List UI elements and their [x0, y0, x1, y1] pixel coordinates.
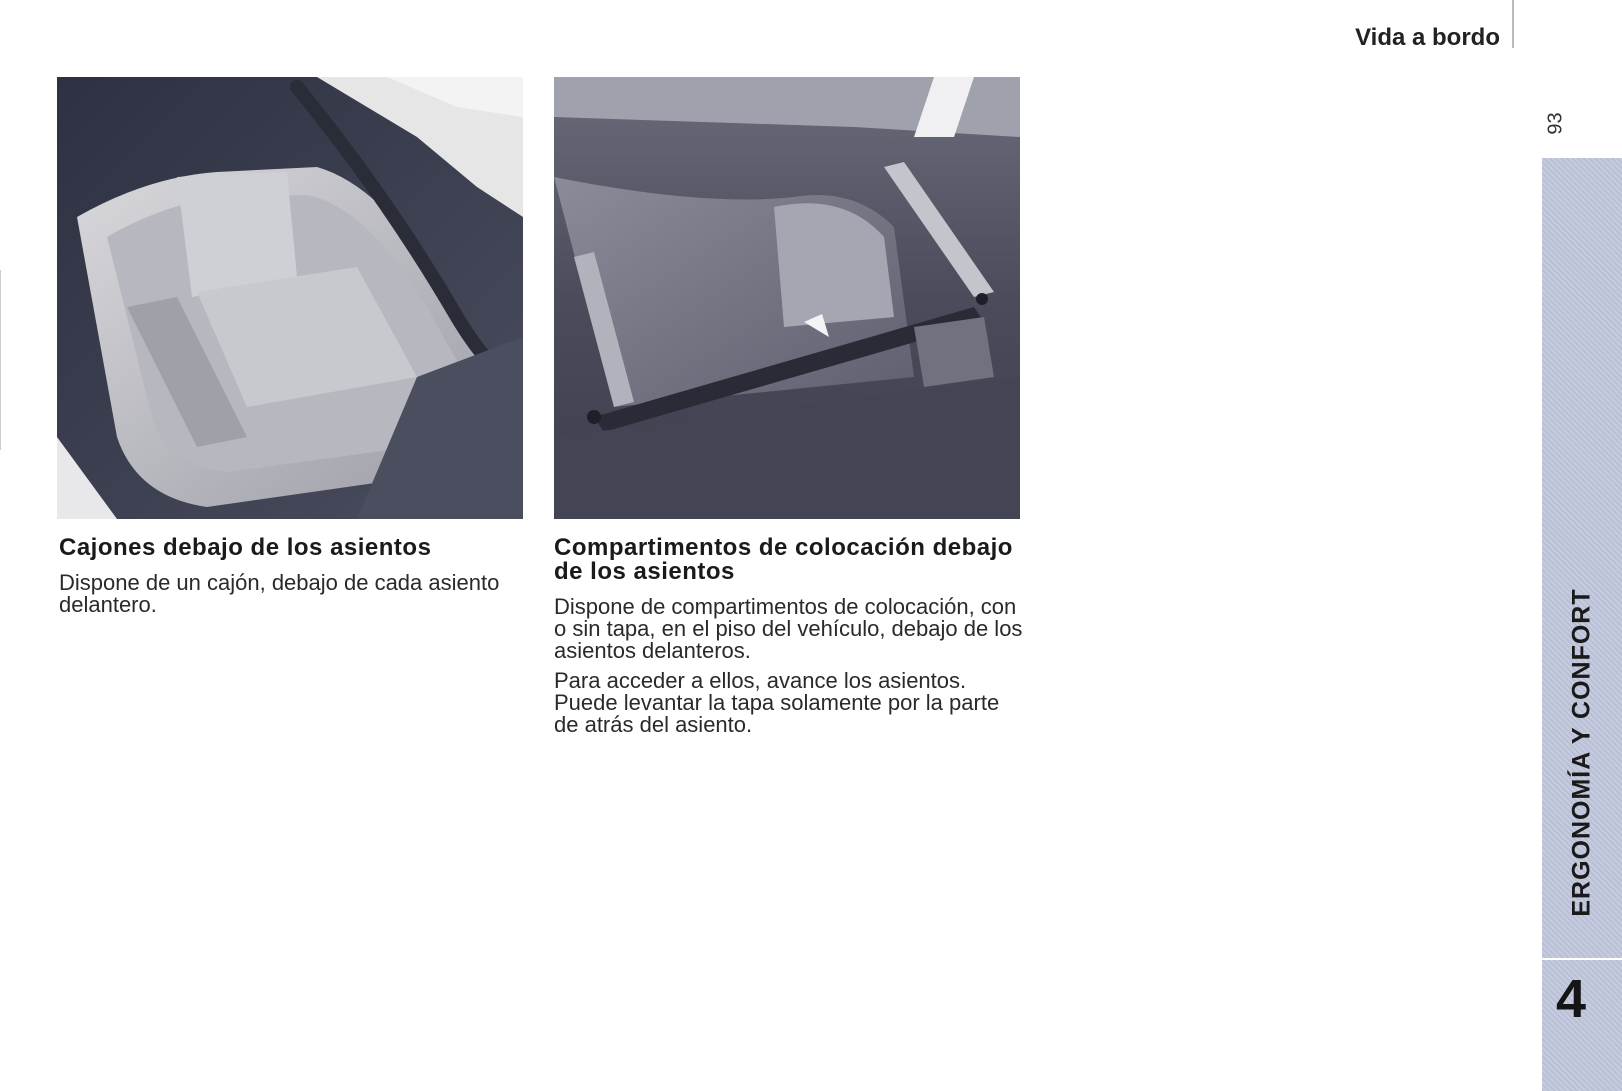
- drawer-photo: [57, 77, 523, 519]
- chapter-name: [1542, 560, 1622, 945]
- running-header: Vida a bordo: [1355, 24, 1500, 51]
- page-number: 93: [1544, 112, 1567, 135]
- chapter-name-label: ERGONOMÍA Y CONFORT: [1567, 588, 1596, 917]
- drawer-illustration: [57, 77, 523, 519]
- section-title: Cajones debajo de los asientos: [59, 534, 432, 561]
- compartment-photo: [554, 77, 1020, 519]
- chapter-number: 4: [1555, 969, 1587, 1029]
- section-paragraph: Dispone de compartimentos de colocación, con o sin tapa, en el piso del vehículo, debajo de los asientos delanteros.: [554, 594, 1023, 663]
- section-paragraph: Para acceder a ellos, avance los asientos. Puede levantar la tapa solamente por la parte de atrás del asiento.: [554, 668, 1000, 737]
- section-seat-drawers: [59, 536, 529, 624]
- section-title: Compartimentos de colocación debajo de los asientos: [554, 534, 1013, 585]
- section-paragraph: Dispone de un cajón, debajo de cada asiento delantero.: [59, 570, 500, 617]
- header-rule: [1512, 0, 1514, 48]
- chapter-divider: [1542, 958, 1622, 960]
- section-floor-compartments: [554, 536, 1024, 744]
- compartment-illustration: [554, 77, 1020, 519]
- margin-rule: [0, 270, 1, 450]
